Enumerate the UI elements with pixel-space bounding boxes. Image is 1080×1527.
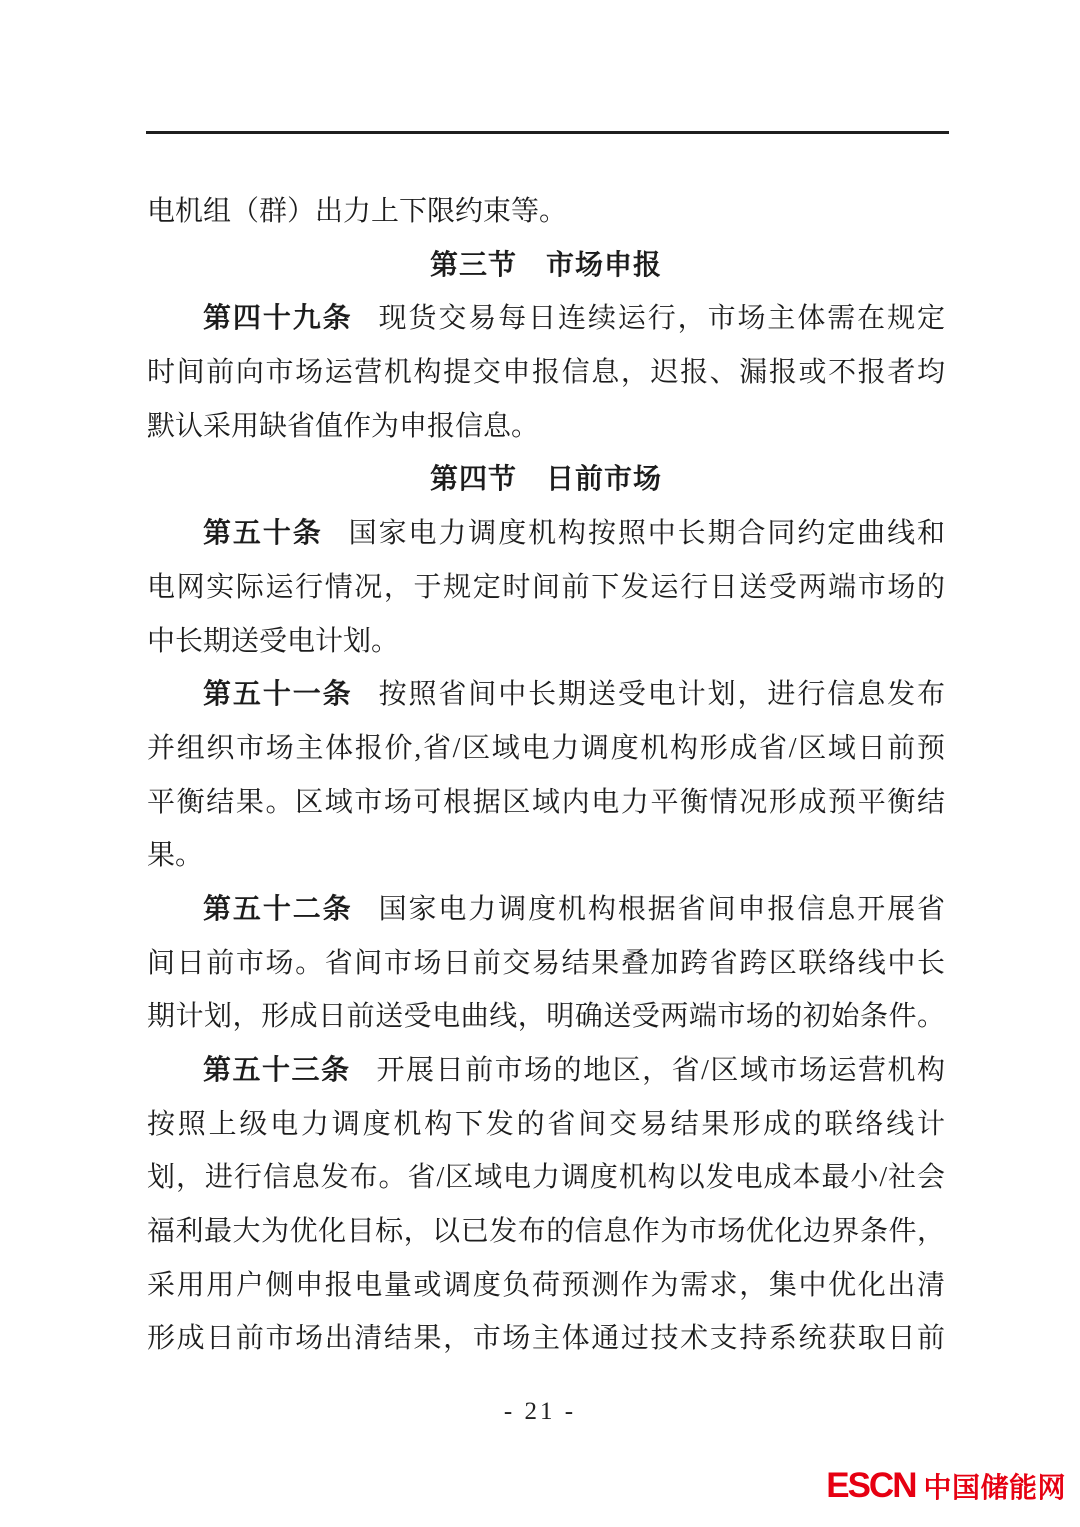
article-number: 第五十条 — [203, 518, 323, 550]
document-body — [147, 185, 945, 1366]
text-line: 第五十三条 开展日前市场的地区，省/区域市场运营机构 — [203, 1055, 945, 1086]
text-line: 第五十一条 按照省间中长期送受电计划，进行信息发布 — [203, 679, 945, 711]
escn-logo-text: ESCN — [826, 1466, 916, 1505]
text-line: 形成日前市场出清结果，市场主体通过技术支持系统获取日前 — [147, 1323, 945, 1355]
article-number: 第四十九条 — [203, 303, 353, 335]
text-line: 第五十二条 国家电力调度机构根据省间申报信息开展省 — [203, 893, 945, 925]
text-line: 默认采用缺省值作为申报信息。 — [147, 410, 540, 442]
text-line: 并组织市场主体报价,省/区域电力调度机构形成省/区域日前预 — [147, 732, 945, 764]
page-number: - 21 - — [503, 1398, 577, 1425]
text-line: 期计划，形成日前送受电曲线，明确送受两端市场的初始条件。 — [147, 1001, 945, 1033]
text-line: 中长期送受电计划。 — [147, 625, 400, 657]
text-line: 福利最大为优化目标，以已发布的信息作为市场优化边界条件， — [147, 1216, 945, 1248]
text-line: 划，进行信息发布。省/区域电力调度机构以发电成本最小/社会 — [147, 1162, 945, 1194]
text-line: 电机组（群）出力上下限约束等。 — [147, 196, 568, 227]
article-number: 第五十三条 — [203, 1055, 351, 1086]
section-heading: 第三节 市场申报 — [429, 249, 662, 281]
text-line: 第四十九条 现货交易每日连续运行，市场主体需在规定 — [203, 303, 945, 335]
escn-watermark-logo — [826, 1466, 1066, 1506]
header-rule — [146, 131, 949, 134]
article-number: 第五十一条 — [203, 679, 353, 711]
text-line: 果。 — [147, 840, 204, 872]
article-number: 第五十二条 — [203, 893, 353, 925]
text-line: 采用用户侧申报电量或调度负荷预测作为需求，集中优化出清 — [147, 1269, 945, 1301]
text-line: 按照上级电力调度机构下发的省间交易结果形成的联络线计 — [147, 1108, 945, 1140]
site-name-text: 中国储能网 — [923, 1472, 1066, 1503]
text-line: 时间前向市场运营机构提交申报信息，迟报、漏报或不报者均 — [147, 357, 945, 389]
section-heading: 第四节 日前市场 — [429, 464, 662, 496]
text-line: 平衡结果。区域市场可根据区域内电力平衡情况形成预平衡结 — [147, 786, 945, 818]
text-line: 间日前市场。省间市场日前交易结果叠加跨省跨区联络线中长 — [147, 947, 945, 979]
text-line: 第五十条 国家电力调度机构按照中长期合同约定曲线和 — [203, 518, 945, 550]
text-line: 电网实际运行情况，于规定时间前下发运行日送受两端市场的 — [147, 571, 945, 603]
